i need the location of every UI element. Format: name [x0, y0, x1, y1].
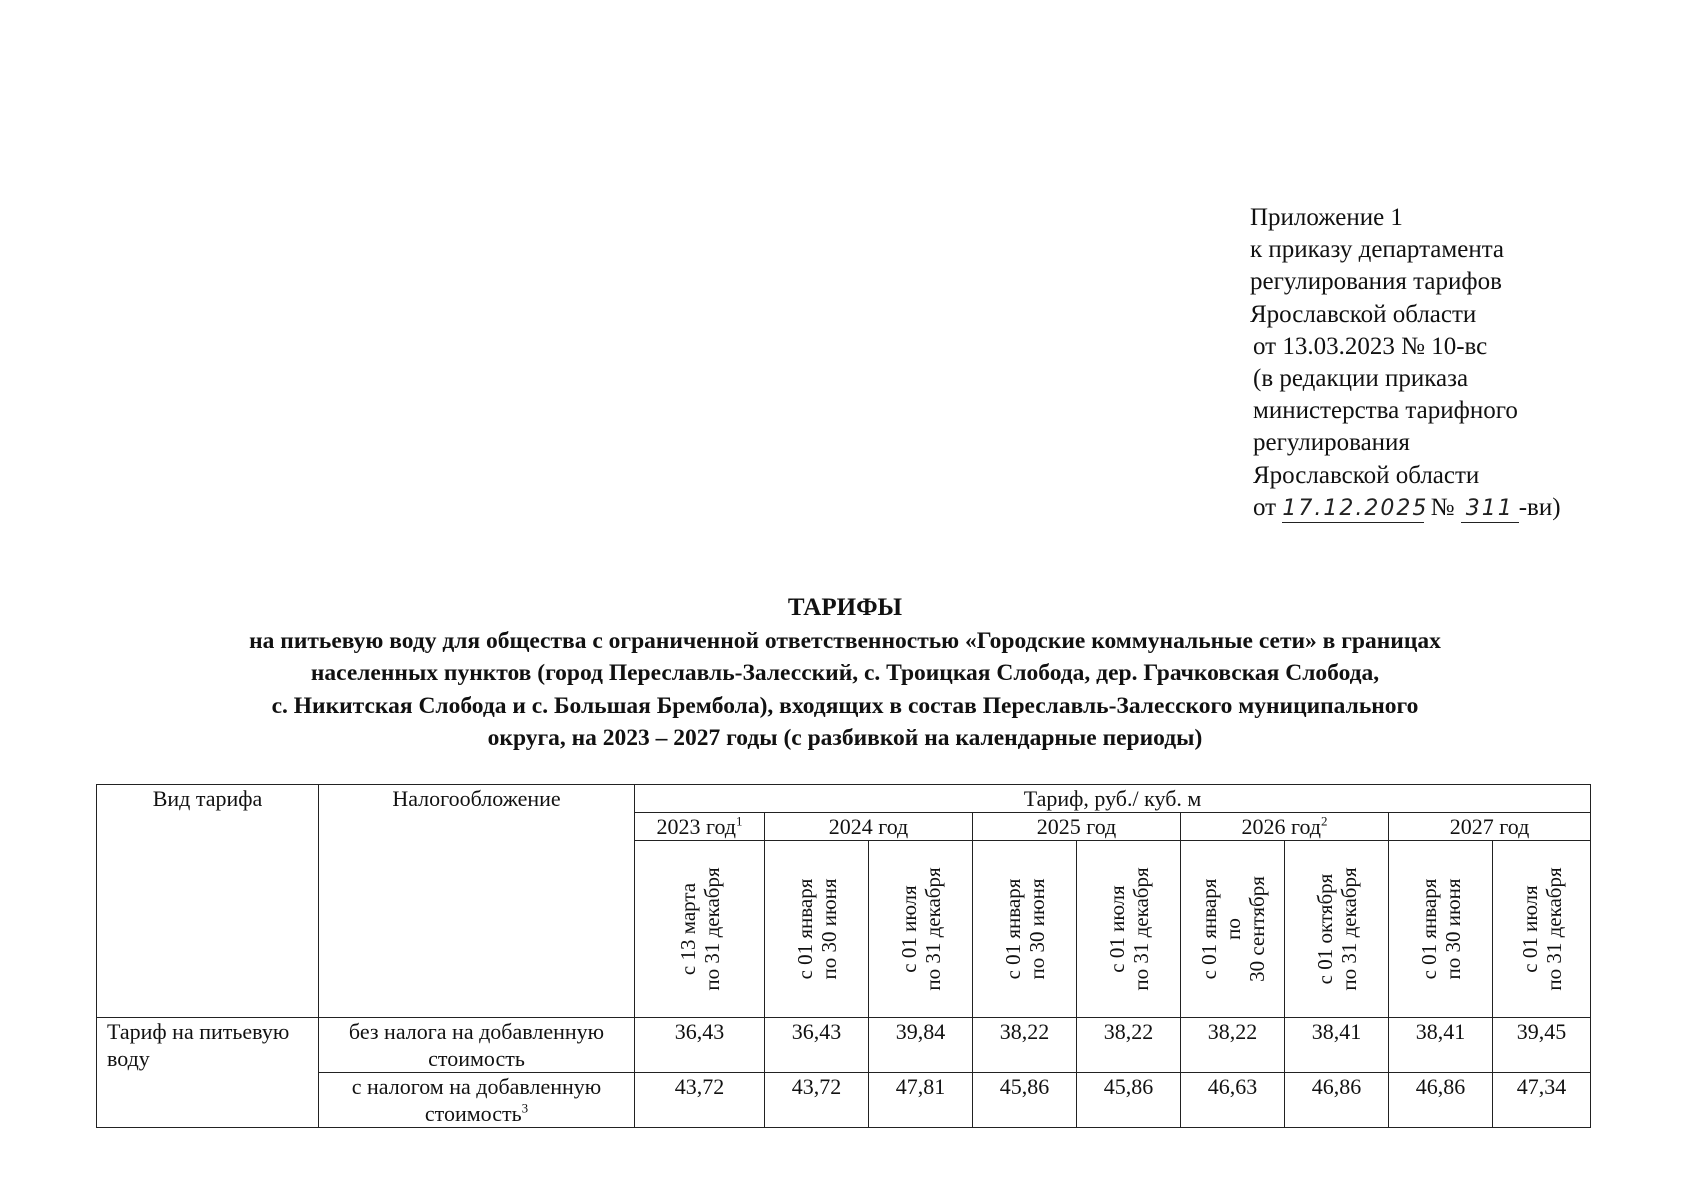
period-header: с 01 января по 30 июня	[1389, 841, 1493, 1018]
document-title	[95, 592, 1595, 755]
value-cell: 43,72	[765, 1073, 869, 1128]
value-cell: 46,86	[1389, 1073, 1493, 1128]
appendix-line: Ярославской области	[1250, 300, 1477, 328]
value-cell: 43,72	[635, 1073, 765, 1128]
value-cell: 38,41	[1285, 1018, 1389, 1073]
title-heading: ТАРИФЫ	[787, 594, 903, 621]
value-cell: 38,22	[973, 1018, 1077, 1073]
year-header: 2023 год$^1$	[635, 813, 765, 841]
period-header: с 01 июля по 31 декабря	[1493, 841, 1591, 1018]
year-header: 2025 год	[973, 813, 1181, 841]
value-cell: 36,43	[765, 1018, 869, 1073]
appendix-line: (в редакции приказа	[1253, 365, 1469, 393]
period-header: с 01 января по 30 июня	[765, 841, 869, 1018]
value-cell: 46,63	[1181, 1073, 1285, 1128]
table-row	[97, 1073, 1591, 1128]
period-header: с 13 марта по 31 декабря	[635, 841, 765, 1018]
period-header: с 01 января по 30 июня	[973, 841, 1077, 1018]
period-header: с 01 января по 30 сентября	[1181, 841, 1285, 1018]
value-cell: 38,41	[1389, 1018, 1493, 1073]
title-line: округа, на 2023 – 2027 годы (с разбивкой на календарные периоды)	[487, 725, 1203, 751]
handwritten-date: 17.12.2025	[1282, 495, 1429, 521]
header-row	[97, 785, 1591, 813]
appendix-line: от 13.03.2023 № 10-вс	[1253, 332, 1488, 360]
header-taxation: Налогообложение	[319, 785, 635, 1018]
title-line: населенных пунктов (город Переславль-Залесский, с. Троицкая Слобода, дер. Грачковская Слобода,	[310, 660, 1380, 686]
handwritten-number: 311	[1461, 496, 1519, 523]
table-row	[97, 1018, 1591, 1073]
year-header: 2024 год	[765, 813, 973, 841]
value-cell: 47,34	[1493, 1073, 1591, 1128]
value-cell: 45,86	[973, 1073, 1077, 1128]
value-cell: 36,43	[635, 1018, 765, 1073]
tax-cell: с налогом на добавленную стоимость$^3$	[319, 1073, 635, 1128]
title-line: на питьевую воду для общества с ограниченной ответственностью «Городские коммунальные сети» в границах	[249, 627, 1441, 654]
value-cell: 39,84	[869, 1018, 973, 1073]
appendix-line: Приложение 1	[1250, 204, 1403, 231]
value-cell: 47,81	[869, 1073, 973, 1128]
appendix-last-line	[1250, 492, 1561, 524]
value-cell: 38,22	[1077, 1018, 1181, 1073]
appendix-line: министерства тарифного	[1253, 397, 1518, 425]
year-header: 2026 год$^2$	[1181, 813, 1389, 841]
appendix-line: регулирования тарифов	[1250, 268, 1502, 296]
value-cell: 38,22	[1181, 1018, 1285, 1073]
appendix-line: регулирования	[1253, 429, 1410, 457]
title-line: с. Никитская Слобода и с. Большая Брембола), входящих в состав Переславль-Залесского муниципального	[271, 692, 1419, 719]
value-cell: 45,86	[1077, 1073, 1181, 1128]
value-cell: 39,45	[1493, 1018, 1591, 1073]
number-sign: №	[1430, 493, 1455, 521]
appendix-suffix: -ви)	[1518, 493, 1561, 521]
appendix-prefix: от	[1253, 493, 1277, 521]
tariffs-table	[96, 784, 1591, 1128]
year-header: 2027 год	[1389, 813, 1591, 841]
appendix-line: Ярославской области	[1253, 461, 1480, 489]
period-header: с 01 июля по 31 декабря	[869, 841, 973, 1018]
tax-cell: без налога на добавленную стоимость	[319, 1018, 635, 1073]
header-tariff: Тариф, руб./ куб. м	[635, 785, 1591, 813]
header-vid-tarifa: Вид тарифа	[97, 785, 319, 1018]
appendix-block	[1250, 202, 1561, 524]
period-header: с 01 октября по 31 декабря	[1285, 841, 1389, 1018]
period-header: с 01 июля по 31 декабря	[1077, 841, 1181, 1018]
appendix-line: к приказу департамента	[1250, 236, 1505, 264]
row-type-cell: Тариф на питьевую воду	[97, 1018, 319, 1128]
value-cell: 46,86	[1285, 1073, 1389, 1128]
